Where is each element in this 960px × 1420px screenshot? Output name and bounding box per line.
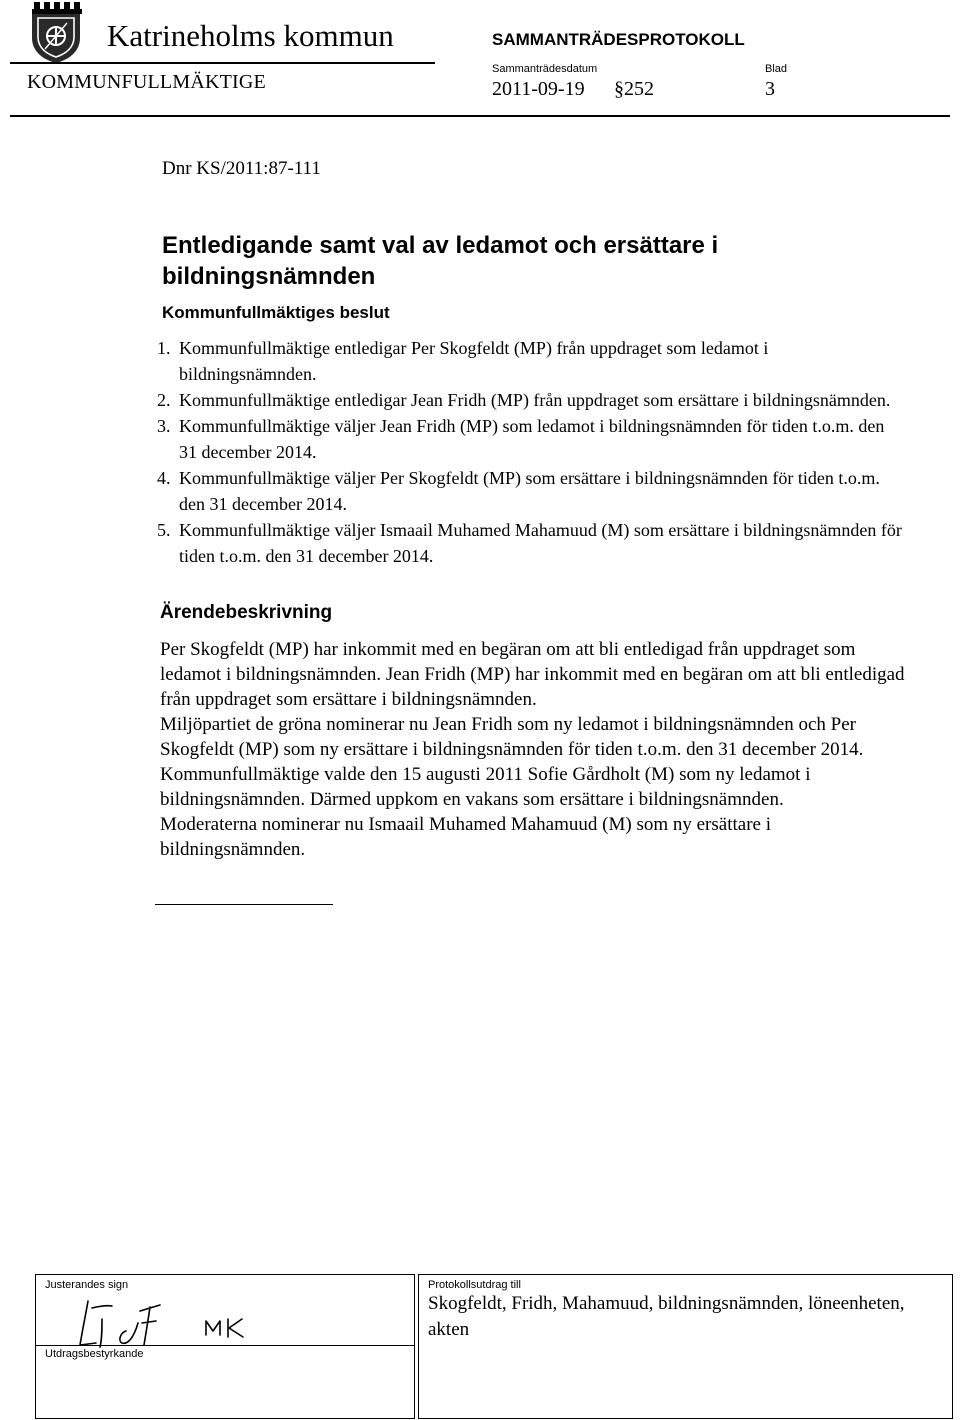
extract-box [418, 1274, 953, 1419]
decision-number: 3. [157, 416, 171, 436]
decision-item [157, 387, 902, 413]
description-heading: Ärendebeskrivning [160, 602, 333, 623]
decision-text: Kommunfullmäktige väljer Ismaail Muhamed Mahamuud (M) som ersättare i bildningsnämnden för tiden t.o.m. den 31 december 2014. [179, 520, 902, 566]
case-description [160, 637, 905, 862]
decision-text: Kommunfullmäktige väljer Jean Fridh (MP) som ledamot i bildningsnämnden för tiden t.o.m. den 31 december 2014. [179, 416, 885, 462]
description-paragraph: Miljöpartiet de gröna nominerar nu Jean Fridh som ny ledamot i bildningsnämnden och Per Skogfeldt (MP) som ny ersättare i bildningsnämnden för tiden t.o.m. den 31 december 2014. [160, 714, 864, 760]
extract-recipients: Skogfeldt, Fridh, Mahamuud, bildningsnämnden, löneenheten, akten [428, 1293, 905, 1340]
decision-item [157, 335, 902, 387]
decision-number: 4. [157, 468, 171, 488]
decision-list [157, 335, 902, 569]
description-paragraph: Moderaterna nominerar nu Ismaail Muhamed Mahamuud (M) som ny ersättare i bildningsnämnden. [160, 814, 771, 860]
signature-box-divider [36, 1345, 414, 1346]
adjust-sign-label: Justerandes sign [45, 1279, 129, 1291]
header-rule [10, 115, 950, 117]
description-paragraph: Per Skogfeldt (MP) har inkommit med en begäran om att bli entledigad från uppdraget som ledamot i bildningsnämnden. Jean Fridh (MP) har inkommit med en begäran om att bli entledigad från uppdraget som ersättare i bildningsnämnden. [160, 639, 905, 710]
header-underline [10, 62, 435, 64]
decision-text: Kommunfullmäktige väljer Per Skogfeldt (MP) som ersättare i bildningsnämnden för tiden t.o.m. den 31 december 2014. [179, 468, 880, 514]
decision-text: Kommunfullmäktige entledigar Jean Fridh (MP) från uppdraget som ersättare i bildningsnämnden. [179, 390, 891, 410]
signature-box [35, 1274, 415, 1419]
coat-of-arms-logo-icon [28, 2, 84, 64]
description-paragraph: Kommunfullmäktige valde den 15 augusti 2011 Sofie Gårdholt (M) som ny ledamot i bildningsnämnden. Därmed uppkom en vakans som ersättare i bildningsnämnden. [160, 764, 811, 810]
handwritten-signature-icon [56, 1293, 286, 1353]
paragraph-number: §252 [614, 78, 654, 100]
date-label: Sammanträdesdatum [492, 63, 598, 75]
sheet-number: 3 [765, 78, 775, 100]
decision-text: Kommunfullmäktige entledigar Per Skogfeldt (MP) från uppdraget som ledamot i bildningsnämnden. [179, 338, 769, 384]
extract-label: Protokollsutdrag till [428, 1279, 521, 1291]
end-rule [155, 904, 333, 905]
certify-label: Utdragsbestyrkande [45, 1348, 144, 1360]
case-number: Dnr KS/2011:87-111 [162, 158, 321, 179]
sheet-label: Blad [765, 63, 788, 75]
decision-item [157, 413, 902, 465]
decision-number: 2. [157, 390, 171, 410]
municipality-name: Katrineholms kommun [107, 18, 394, 53]
decision-item [157, 465, 902, 517]
decision-heading: Kommunfullmäktiges beslut [162, 303, 390, 322]
case-title: Entledigande samt val av ledamot och ersättare i bildningsnämnden [162, 232, 719, 290]
decision-number: 5. [157, 520, 171, 540]
meeting-date: 2011-09-19 [492, 78, 585, 100]
body-name: KOMMUNFULLMÄKTIGE [27, 71, 266, 93]
decision-item [157, 517, 902, 569]
decision-number: 1. [157, 338, 171, 358]
document-type: SAMMANTRÄDESPROTOKOLL [492, 30, 745, 49]
